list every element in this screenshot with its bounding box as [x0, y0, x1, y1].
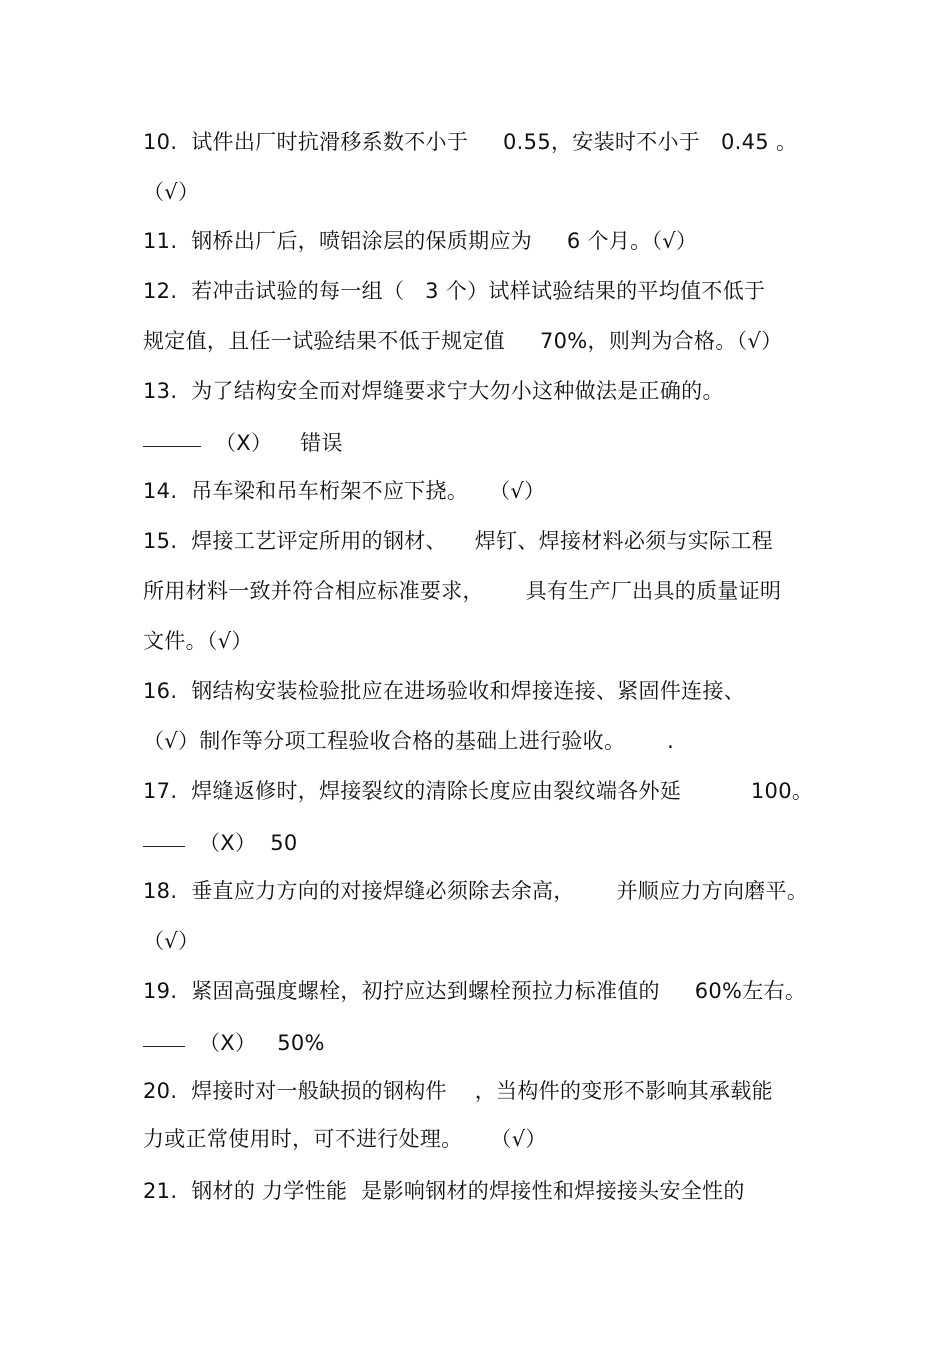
- text-line: [143, 828, 298, 858]
- line-text: （X） 50: [199, 831, 298, 855]
- text-line: [143, 776, 813, 806]
- text-line: [143, 428, 343, 458]
- text-line: [143, 226, 697, 256]
- text-line: [143, 876, 808, 906]
- text-line: [143, 626, 253, 656]
- answer-blank-line: [143, 446, 201, 447]
- line-text: 17. 焊缝返修时，焊接裂纹的清除长度应由裂纹端各外延 100。: [143, 779, 814, 803]
- text-line: [143, 177, 199, 207]
- text-line: [143, 276, 765, 306]
- line-text: （√）制作等分项工程验收合格的基础上进行验收。 .: [143, 729, 675, 753]
- text-line: [143, 976, 806, 1006]
- line-text: 18. 垂直应力方向的对接焊缝必须除去余高， 并顺应力方向磨平。: [143, 879, 809, 903]
- line-text: 文件。（√）: [143, 629, 253, 653]
- answer-blank-line: [143, 1046, 185, 1047]
- line-text: 力或正常使用时，可不进行处理。 （√）: [143, 1127, 547, 1151]
- text-line: [143, 926, 199, 956]
- line-text: 14. 吊车梁和吊车桁架不应下挠。 （√）: [143, 479, 546, 503]
- answer-blank-line: [143, 846, 185, 847]
- line-text: 19. 紧固高强度螺栓，初拧应达到螺栓预拉力标准值的 60%左右。: [143, 979, 807, 1003]
- line-text: （X） 错误: [215, 431, 343, 455]
- text-line: [143, 1176, 745, 1206]
- line-text: 10. 试件出厂时抗滑移系数不小于 0.55，安装时不小于 0.45 。: [143, 130, 798, 154]
- text-line: [143, 326, 782, 356]
- line-text: 16. 钢结构安装检验批应在进场验收和焊接连接、紧固件连接、: [143, 679, 746, 703]
- text-line: [143, 1076, 773, 1106]
- text-line: [143, 1028, 325, 1058]
- text-line: [143, 376, 724, 406]
- line-text: 15. 焊接工艺评定所用的钢材、 焊钉、焊接材料必须与实际工程: [143, 529, 773, 553]
- line-text: 21. 钢材的 力学性能 是影响钢材的焊接性和焊接接头安全性的: [143, 1179, 745, 1203]
- line-text: 20. 焊接时对一般缺损的钢构件 ，当构件的变形不影响其承载能: [143, 1079, 773, 1103]
- text-line: [143, 676, 745, 706]
- line-text: （X） 50%: [199, 1031, 325, 1055]
- line-text: 所用材料一致并符合相应标准要求， 具有生产厂出具的质量证明: [143, 579, 782, 603]
- text-line: [143, 127, 797, 157]
- text-line: [143, 526, 773, 556]
- text-line: [143, 726, 674, 756]
- text-line: [143, 476, 545, 506]
- line-text: 12. 若冲击试验的每一组（ 3 个）试样试验结果的平均值不低于: [143, 279, 766, 303]
- line-text: 11. 钢桥出厂后，喷铝涂层的保质期应为 6 个月。（√）: [143, 229, 698, 253]
- line-text: （√）: [143, 180, 200, 204]
- line-text: （√）: [143, 929, 200, 953]
- text-line: [143, 1124, 547, 1154]
- text-line: [143, 576, 781, 606]
- line-text: 13. 为了结构安全而对焊缝要求宁大勿小这种做法是正确的。: [143, 379, 724, 403]
- line-text: 规定值，且任一试验结果不低于规定值 70%，则判为合格。（√）: [143, 329, 783, 353]
